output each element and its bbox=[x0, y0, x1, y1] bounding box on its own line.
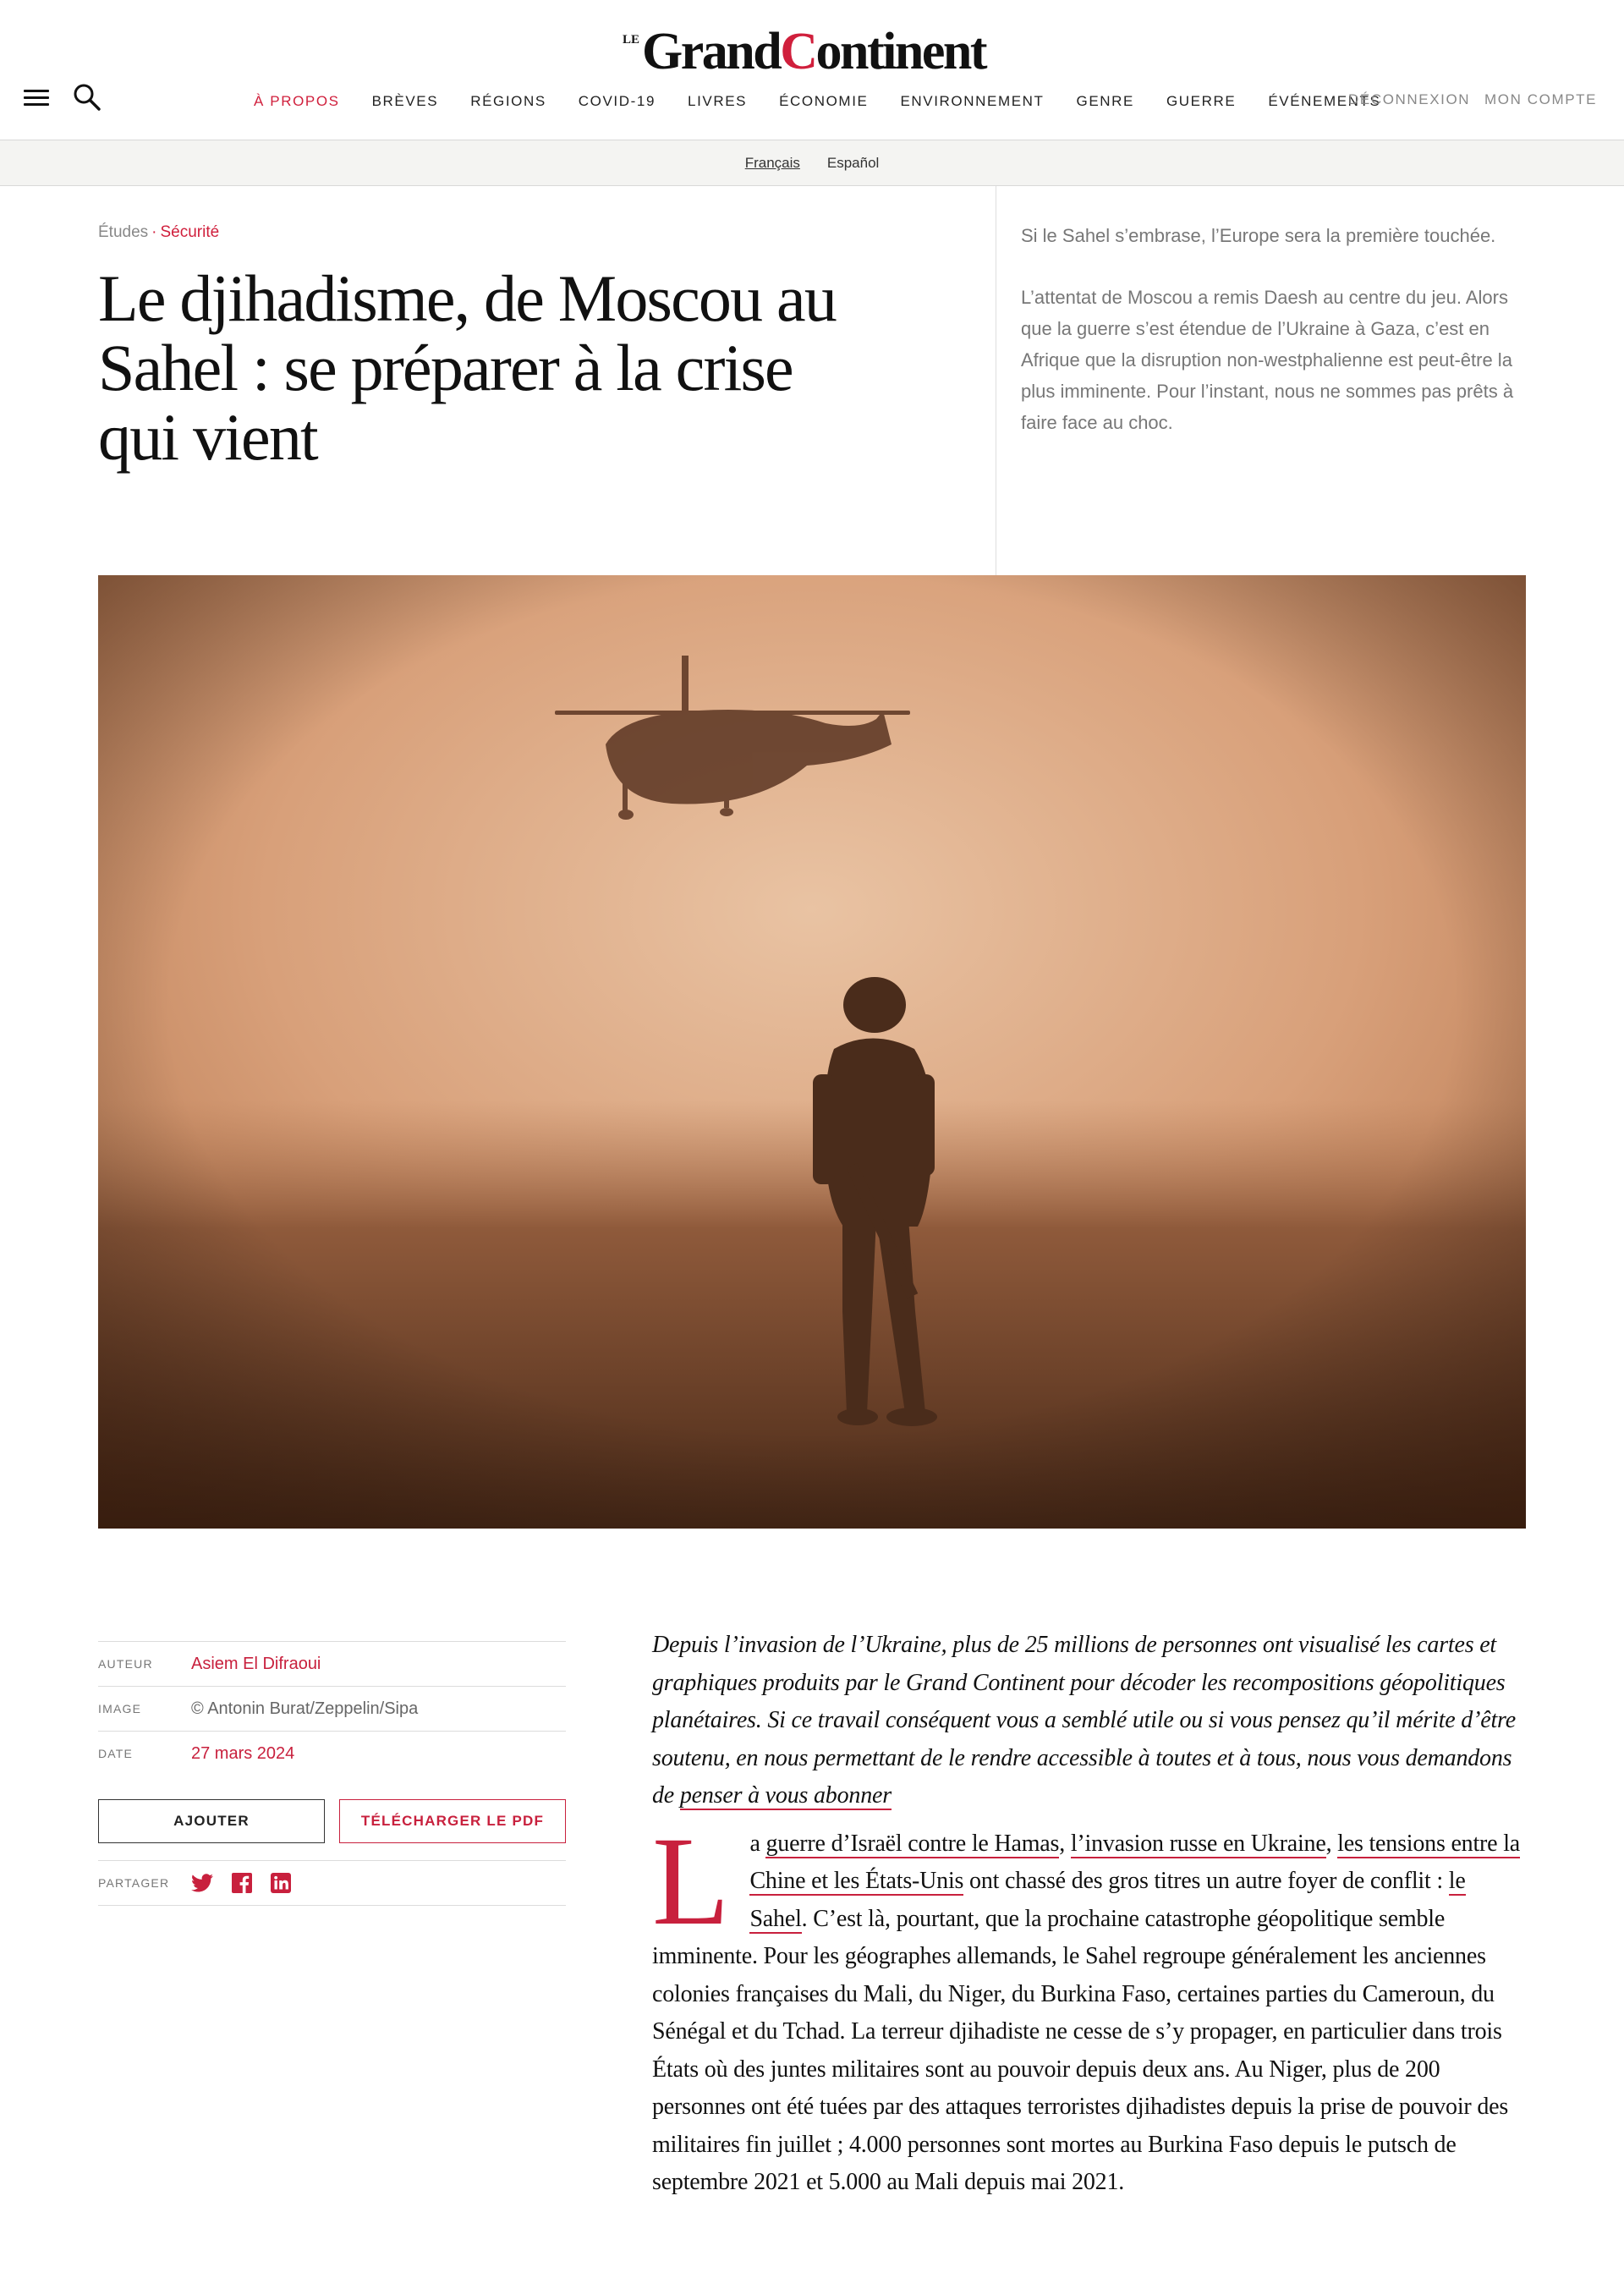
meta-date-value: 27 mars 2024 bbox=[191, 1743, 295, 1763]
language-francais[interactable]: Français bbox=[744, 154, 800, 171]
article-lead bbox=[652, 1627, 1528, 1815]
meta-author-link[interactable]: Asiem El Difraoui bbox=[191, 1654, 321, 1673]
linkedin-icon[interactable] bbox=[271, 1873, 291, 1893]
link-chine-etats-unis[interactable]: les tensions entre la Chine et les États-Unis bbox=[749, 1830, 1521, 1894]
p1-text-a: a bbox=[749, 1830, 766, 1857]
hero-photo-illustration bbox=[98, 575, 1526, 1529]
share-row bbox=[98, 1860, 566, 1906]
article-meta bbox=[98, 1641, 566, 1906]
nav-item-a-propos[interactable]: À PROPOS bbox=[254, 93, 340, 109]
standfirst-line-1: Si le Sahel s’embrase, l’Europe sera la première touchée. bbox=[1021, 225, 1496, 246]
meta-buttons bbox=[98, 1799, 566, 1843]
share-icons bbox=[191, 1873, 310, 1893]
hamburger-menu-icon[interactable] bbox=[24, 90, 49, 110]
drop-cap: L bbox=[652, 1810, 730, 1951]
nav-item-covid[interactable]: COVID-19 bbox=[578, 93, 656, 109]
link-invasion-ukraine[interactable]: l’invasion russe en Ukraine bbox=[1070, 1830, 1326, 1857]
lead-text: Depuis l’invasion de l’Ukraine, plus de 25 millions de personnes ont visualisé les cartes et graphiques produits par le Grand Continent pour décoder les recompositions géopolitiques planétaires. Si ce travail conséquent vous a semblé utile ou si vous pensez qu’il mérite d’être soutenu, en nous permettant de le rendre accessible à toutes et à tous, nous vous demandons de bbox=[652, 1632, 1516, 1809]
p1-text-e: . C’est là, pourtant, que la prochaine catastrophe géopolitique semble imminente. Pour les géographes allemands, le Sahel regroupe généralement les anciennes colonies françaises du Mali, du Niger, du Burkina Faso, certaines parties du Cameroun, du Sénégal et du Tchad. La terreur djihadiste ne cesse de s’y propager, en particulier dans trois États où des juntes militaires sont au pouvoir depuis deux ans. Au Niger, plus de 200 personnes ont été tuées par des attaques terroristes djihadistes depuis la prise de pouvoir des militaires fin juillet ; 4.000 personnes sont mortes au Burkina Faso depuis le putsch de septembre 2021 et 5.000 au Mali depuis mai 2021. bbox=[652, 1905, 1509, 2195]
p1-text-c: , bbox=[1325, 1830, 1338, 1857]
logo-grand: Grand bbox=[642, 23, 781, 80]
article-standfirst bbox=[1021, 220, 1520, 438]
breadcrumb-etudes[interactable]: Études bbox=[98, 223, 149, 241]
logo-continent-rest: ontinent bbox=[815, 23, 985, 80]
logo-c-accent: C bbox=[780, 23, 816, 80]
add-button[interactable]: AJOUTER bbox=[98, 1799, 325, 1843]
nav-item-genre[interactable]: GENRE bbox=[1076, 93, 1134, 109]
twitter-icon[interactable] bbox=[191, 1874, 213, 1892]
article-title: Le djihadisme, de Moscou au Sahel : se préparer à la crise qui vient bbox=[98, 261, 837, 474]
share-label: PARTAGER bbox=[98, 1876, 170, 1890]
facebook-icon[interactable] bbox=[232, 1873, 252, 1893]
breadcrumb-separator: · bbox=[151, 223, 157, 241]
nav-item-environnement[interactable]: ENVIRONNEMENT bbox=[900, 93, 1045, 109]
nav-item-economie[interactable]: ÉCONOMIE bbox=[779, 93, 869, 109]
site-header bbox=[0, 0, 1624, 140]
language-bar bbox=[0, 140, 1624, 186]
meta-date-row bbox=[98, 1731, 566, 1776]
standfirst-line-2: L’attentat de Moscou a remis Daesh au centre du jeu. Alors que la guerre s’est étendue de l’Ukraine à Gaza, c’est en Afrique que la disruption non-westphalienne est peut-être la plus imminente. Pour l’instant, nous ne sommes pas prêts à faire face au choc. bbox=[1021, 287, 1514, 433]
p1-text-b: , bbox=[1059, 1830, 1071, 1857]
nav-item-regions[interactable]: RÉGIONS bbox=[470, 93, 546, 109]
link-sahel[interactable]: le Sahel bbox=[749, 1868, 1466, 1932]
article-body bbox=[652, 1627, 1528, 2202]
article-heading bbox=[98, 186, 996, 575]
breadcrumb-securite[interactable]: Sécurité bbox=[160, 223, 220, 241]
search-icon[interactable] bbox=[73, 83, 102, 112]
subscribe-link[interactable]: penser à vous abonner bbox=[679, 1782, 892, 1809]
main-nav bbox=[254, 91, 1413, 112]
meta-date-label: DATE bbox=[98, 1747, 134, 1760]
logo-wordmark bbox=[642, 25, 985, 78]
nav-item-livres[interactable]: LIVRES bbox=[688, 93, 748, 109]
logout-link[interactable]: DÉCONNEXION bbox=[1348, 91, 1471, 107]
meta-image-row bbox=[98, 1686, 566, 1731]
article-paragraph-1 bbox=[652, 1810, 1528, 2202]
hero-photo bbox=[98, 575, 1526, 1529]
nav-item-breves[interactable]: BRÈVES bbox=[371, 93, 439, 109]
download-pdf-button[interactable]: TÉLÉCHARGER LE PDF bbox=[339, 1799, 566, 1843]
my-account-link[interactable]: MON COMPTE bbox=[1484, 91, 1598, 107]
logo-le: LE bbox=[623, 33, 640, 47]
p1-text-d: ont chassé des gros titres un autre foyer de conflit : bbox=[963, 1868, 1449, 1894]
meta-author-row bbox=[98, 1641, 566, 1686]
link-israel-hamas[interactable]: guerre d’Israël contre le Hamas bbox=[765, 1830, 1060, 1857]
meta-image-credit: © Antonin Burat/Zeppelin/Sipa bbox=[191, 1699, 419, 1718]
meta-image-label: IMAGE bbox=[98, 1702, 142, 1715]
meta-author-label: AUTEUR bbox=[98, 1657, 153, 1671]
nav-item-evenements[interactable]: ÉVÉNEMENTS bbox=[1268, 93, 1381, 109]
nav-item-guerre[interactable]: GUERRE bbox=[1166, 93, 1237, 109]
language-espanol[interactable]: Español bbox=[826, 154, 880, 171]
site-logo[interactable] bbox=[623, 20, 985, 78]
breadcrumb bbox=[98, 223, 219, 242]
